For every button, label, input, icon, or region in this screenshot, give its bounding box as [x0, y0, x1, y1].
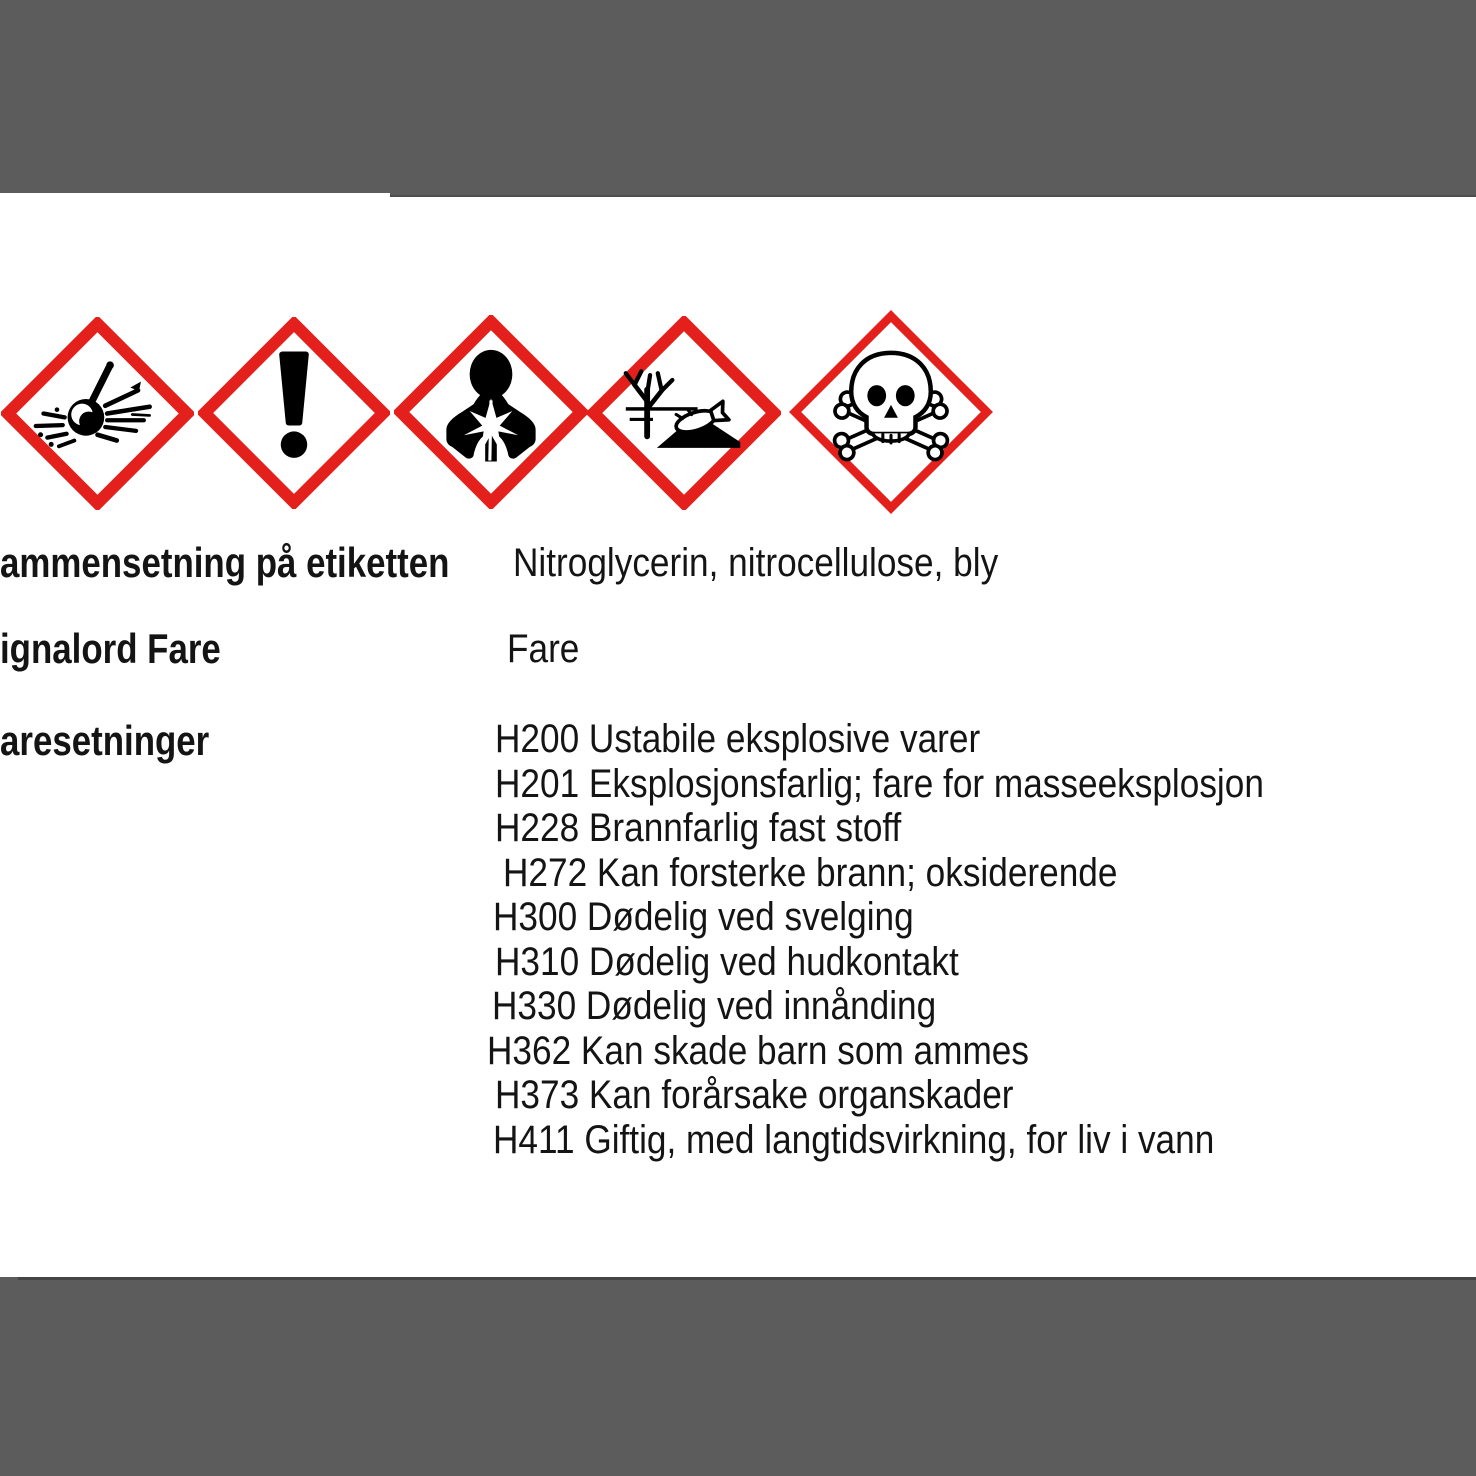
- hazard-statement: H373 Kan forårsake organskader: [495, 1073, 1014, 1117]
- field-value-signal-word: Fare: [507, 627, 580, 671]
- top-gray-band-left: [0, 0, 390, 193]
- ghs-environment-icon: [587, 316, 781, 510]
- hazard-statement: H300 Dødelig ved svelging: [493, 895, 914, 939]
- ghs-explosive-icon: [1, 317, 194, 510]
- top-gray-band-right: [390, 0, 1476, 197]
- hazard-statement: H228 Brannfarlig fast stoff: [495, 806, 902, 850]
- hazard-statement: H362 Kan skade barn som ammes: [487, 1028, 1029, 1073]
- field-value-composition: Nitroglycerin, nitrocellulose, bly: [513, 541, 999, 585]
- ghs-health-hazard-icon: [394, 315, 588, 509]
- field-label-signal-word: ignalord Fare: [0, 625, 221, 672]
- hazard-statement: H411 Giftig, med langtidsvirkning, for liv i vann: [493, 1117, 1215, 1162]
- bottom-gray-band: [0, 1277, 1476, 1476]
- hazard-statement: H201 Eksplosjonsfarlig; fare for masseeksplosjon: [495, 761, 1264, 806]
- field-label-composition: ammensetning på etiketten: [0, 539, 450, 586]
- hazard-statement: H272 Kan forsterke brann; oksiderende: [503, 850, 1118, 895]
- ghs-toxic-skull-icon: [789, 310, 993, 514]
- hazard-statement: H330 Dødelig ved innånding: [492, 984, 937, 1028]
- hazard-statement: H200 Ustabile eksplosive varer: [495, 717, 981, 761]
- field-label-hazard-statements: aresetninger: [0, 717, 210, 764]
- bottom-band-edge-line: [18, 1277, 1476, 1280]
- hazard-statement: H310 Dødelig ved hudkontakt: [495, 939, 959, 984]
- hazard-statement-list: [487, 717, 1369, 1162]
- ghs-exclamation-icon: [198, 317, 390, 509]
